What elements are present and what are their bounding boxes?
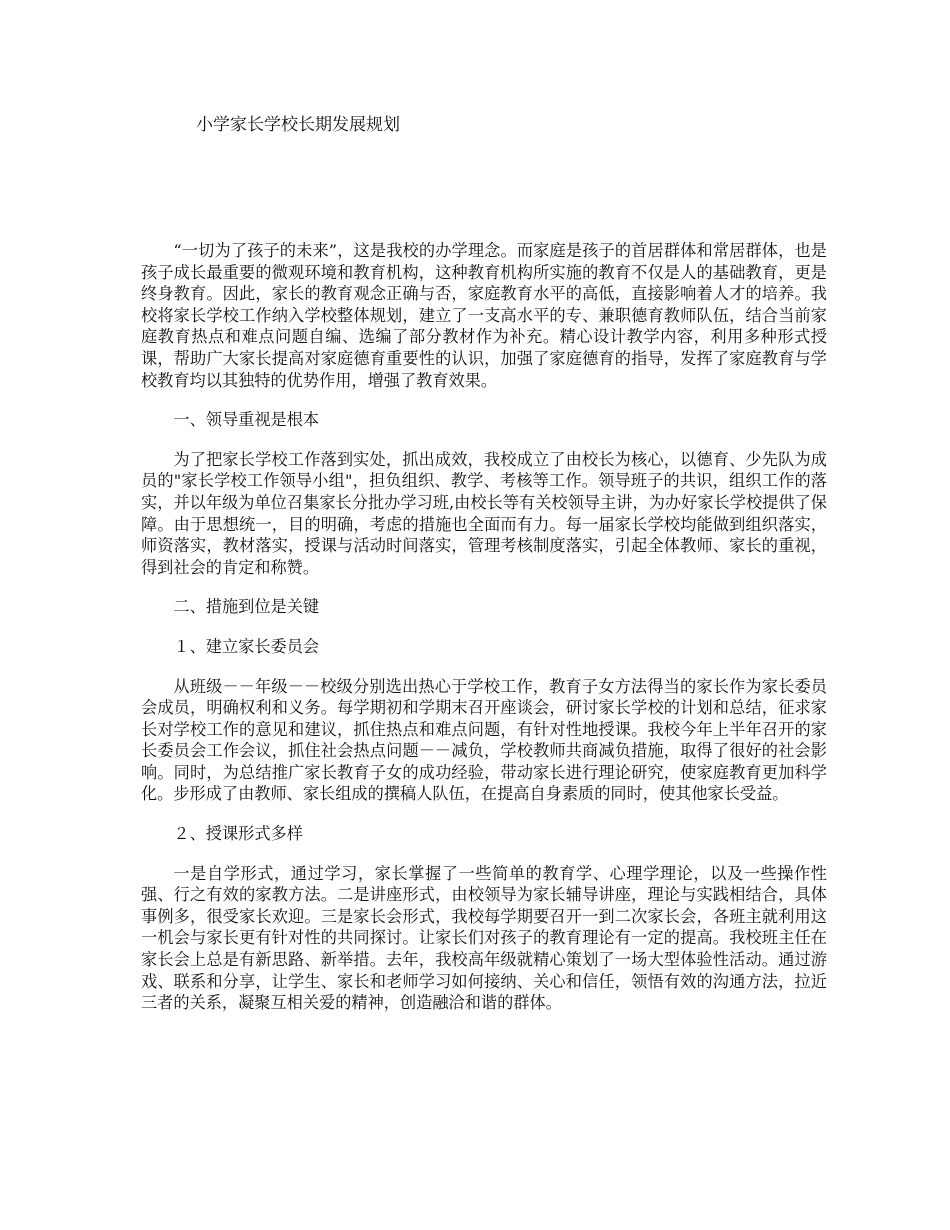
document-body — [141, 240, 827, 1032]
intro-paragraph: “一切为了孩子的未来”，这是我校的办学理念。而家庭是孩子的首居群体和常居群体，也是孩子成长最重要的微观环境和教育机构，这种教育机构所实施的教育不仅是人的基础教育，更是终身教育。因此，家长的教育观念正确与否，家庭教育水平的高低，直接影响着人才的培养。我校将家长学校工作纳入学校整体规划，建立了一支高水平的专、兼职德育教师队伍，结合当前家庭教育热点和难点问题自编、选编了部分教材作为补充。精心设计教学内容，利用多种形式授课，帮助广大家长提高对家庭德育重要性的认识，加强了家庭德育的指导，发挥了家庭教育与学校教育均以其独特的优势作用，增强了教育效果。 — [141, 241, 827, 390]
section-2-heading: 二、措施到位是关键 — [173, 597, 320, 617]
subsection-2-heading: ２、授课形式多样 — [173, 824, 303, 844]
document-title: 小学家长学校长期发展规划 — [196, 115, 400, 135]
section-1-heading: 一、领导重视是根本 — [173, 410, 320, 430]
subsection-1-heading: １、建立家长委员会 — [173, 636, 320, 656]
subsection-2-paragraph: 一是自学形式，通过学习，家长掌握了一些简单的教育学、心理学理论，以及一些操作性强、行之有效的家教方法。二是讲座形式，由校领导为家长辅导讲座，理论与实践相结合，具体事例多，很受家长欢迎。三是家长会形式，我校每学期要召开一到二次家长会，各班主就利用这一机会与家长更有针对性的共同探讨。让家长们对孩子的教育理论有一定的提高。我校班主任在家长会上总是有新思路、新举措。去年，我校高年级就精心策划了一场大型体验性活动。通过游戏、联系和分享，让学生、家长和老师学习如何接纳、关心和信任，领悟有效的沟通方法，拉近三者的关系，凝聚互相关爱的精神，创造融洽和谐的群体。 — [141, 863, 827, 1013]
section-1-paragraph: 为了把家长学校工作落到实处，抓出成效，我校成立了由校长为核心，以德育、少先队为成员的"家长学校工作领导小组"，担负组织、教学、考核等工作。领导班子的共识，组织工作的落实，并以年级为单位召集家长分批办学习班,由校长等有关校领导主讲，为办好家长学校提供了保障。由于思想统一，目的明确，考虑的措施也全面而有力。每一届家长学校均能做到组织落实，师资落实，教材落实，授课与活动时间落实，管理考核制度落实，引起全体教师、家长的重视，得到社会的肯定和称赞。 — [141, 449, 827, 577]
subsection-1-paragraph: 从班级－－年级－－校级分别选出热心于学校工作，教育子女方法得当的家长作为家长委员会成员，明确权利和义务。每学期初和学期末召开座谈会，研讨家长学校的计划和总结，征求家长对学校工作的意见和建议，抓住热点和难点问题，有针对性地授课。我校今年上半年召开的家长委员会工作会议，抓住社会热点问题－－减负，学校教师共商减负措施，取得了很好的社会影响。同时，为总结推广家长教育子女的成功经验，带动家长进行理论研究，使家庭教育更加科学化。步形成了由教师、家长组成的撰稿人队伍，在提高自身素质的同时，使其他家长受益。 — [141, 676, 827, 804]
